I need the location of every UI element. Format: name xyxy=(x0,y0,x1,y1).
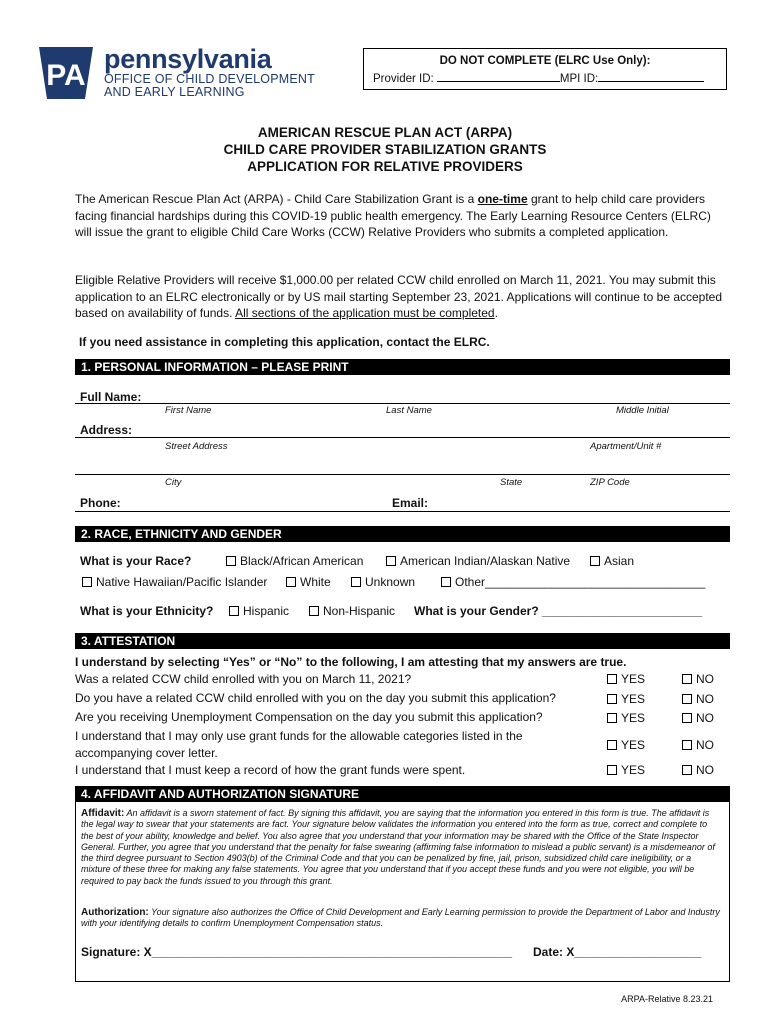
provider-id-field[interactable] xyxy=(437,71,560,82)
city-caption: City xyxy=(165,477,182,488)
logo-subtitle-line1: OFFICE OF CHILD DEVELOPMENT xyxy=(104,72,315,86)
phone-label: Phone: xyxy=(80,496,121,510)
race-option-unknown[interactable] xyxy=(351,575,415,589)
yes-label: YES xyxy=(621,711,646,725)
first-name-caption: First Name xyxy=(165,405,212,416)
ethnicity-option-non-hispanic[interactable] xyxy=(309,604,395,618)
q5-yes-option[interactable] xyxy=(607,763,645,777)
checkbox[interactable] xyxy=(590,556,600,566)
q3-no-option[interactable] xyxy=(682,711,714,725)
q5-no-option[interactable] xyxy=(682,763,714,777)
attestation-intro: I understand by selecting “Yes” or “No” to the following, I am attesting that my answers are true. xyxy=(75,655,627,669)
checkbox[interactable] xyxy=(82,577,92,587)
email-label: Email: xyxy=(392,496,429,510)
yes-label: YES xyxy=(621,692,646,706)
checkbox[interactable] xyxy=(286,577,296,587)
logo-mark-text: PA xyxy=(46,59,86,92)
zip-caption: ZIP Code xyxy=(590,477,630,488)
section1-heading: 1. PERSONAL INFORMATION – PLEASE PRINT xyxy=(75,359,730,375)
race-other-field[interactable]: _________________________________ xyxy=(485,575,706,589)
yes-label: YES xyxy=(621,738,646,752)
full-name-label: Full Name: xyxy=(80,390,142,404)
checkbox[interactable] xyxy=(682,694,692,704)
logo-subtitle xyxy=(104,73,315,99)
race-option-label: White xyxy=(300,575,331,589)
section2-heading: 2. RACE, ETHNICITY AND GENDER xyxy=(75,526,730,542)
intro-p2-text: Eligible Relative Providers will receive $1,000.00 per related CCW child enrolled on March 11, 2021. You may submit this application to an ELRC electronically or by US mail starting September 23, 2021. Applications will continue to be accepted based on availability of funds. xyxy=(75,273,723,320)
pennsylvania-keystone-logo-icon xyxy=(35,45,97,101)
race-option-label: American Indian/Alaskan Native xyxy=(400,554,571,568)
section4-heading: 4. AFFIDAVIT AND AUTHORIZATION SIGNATURE xyxy=(75,786,730,802)
checkbox[interactable] xyxy=(309,606,319,616)
authorization-body: Your signature also authorizes the Office of Child Development and Early Learning permission to provide the Department of Labor and Industry with your identifying details to confirm Unemployment Compensation status. xyxy=(81,907,720,929)
checkbox[interactable] xyxy=(607,740,617,750)
attestation-q5: I understand that I must keep a record of how the grant funds were spent. xyxy=(75,763,466,777)
q4-yes-option[interactable] xyxy=(607,738,645,752)
affidavit-body: An affidavit is a sworn statement of fact. By signing this affidavit, you are saying that the information you entered in this form is true. The affidavit is the legal way to swear that your statements are fact. Your signature below validates the information you entered into the form as true, correct and complete to the best of your ability, knowledge and belief. You also agree that you understand that your information may be shared with the Office of the State Inspector General. Further, you agree that you understand that the penalty for false swearing (affirming false information to mislead a public servant) is a misdemeanor of the third degree pursuant to Section 4903(b) of the Criminal Code and that you can be penalized by fine, jail, prison, subsidized child care ineligibility, or a mixture of these three for making any false statements. You agree that you understand that if you accept these funds and you were not eligible, you will be required to pay back the funds issued to you through this grant. xyxy=(81,808,715,886)
phone-email-line[interactable] xyxy=(75,511,730,512)
no-label: NO xyxy=(696,763,714,777)
section3-heading: 3. ATTESTATION xyxy=(75,633,730,649)
race-option-label: Unknown xyxy=(365,575,416,589)
attestation-q2: Do you have a related CCW child enrolled with you on the day you submit this application? xyxy=(75,691,556,705)
race-option-label: Black/African American xyxy=(240,554,364,568)
checkbox[interactable] xyxy=(607,713,617,723)
attestation-q3: Are you receiving Unemployment Compensation on the day you submit this application? xyxy=(75,710,543,724)
office-use-title: DO NOT COMPLETE (ELRC Use Only): xyxy=(439,55,651,67)
checkbox[interactable] xyxy=(682,740,692,750)
no-label: NO xyxy=(696,692,714,706)
race-option-other[interactable] xyxy=(441,575,705,589)
date-field[interactable]: Date: X___________________ xyxy=(533,945,702,959)
no-label: NO xyxy=(696,711,714,725)
intro-paragraph-2 xyxy=(75,272,725,322)
intro-p1-text-cont: grant to help child care providers facing financial hardships during this COVID-19 public health emergency. The Early Learning Resource Centers (ELRC) will issue the grant to eligible Child Care Works (CCW) Relative Providers who submits a completed application. xyxy=(75,192,711,239)
attestation-q1: Was a related CCW child enrolled with you on March 11, 2021? xyxy=(75,672,412,686)
q4-no-option[interactable] xyxy=(682,738,714,752)
title-line2: CHILD CARE PROVIDER STABILIZATION GRANTS xyxy=(223,142,547,157)
race-option-label: Other xyxy=(455,575,486,589)
race-option-american-indian[interactable] xyxy=(386,554,570,568)
checkbox[interactable] xyxy=(607,694,617,704)
checkbox[interactable] xyxy=(226,556,236,566)
checkbox[interactable] xyxy=(229,606,239,616)
checkbox[interactable] xyxy=(682,765,692,775)
race-option-white[interactable] xyxy=(286,575,331,589)
intro-p2-end: . xyxy=(494,306,498,320)
checkbox[interactable] xyxy=(441,577,451,587)
city-state-zip-line[interactable] xyxy=(75,474,730,475)
assistance-note: If you need assistance in completing this application, contact the ELRC. xyxy=(79,335,490,349)
street-address-line[interactable] xyxy=(75,437,730,438)
checkbox[interactable] xyxy=(682,713,692,723)
mpi-id-label: MPI ID: xyxy=(559,73,599,85)
office-use-box xyxy=(363,48,727,90)
yes-label: YES xyxy=(621,763,646,777)
ethnicity-option-label: Non-Hispanic xyxy=(323,604,396,618)
race-option-label: Asian xyxy=(604,554,635,568)
race-option-native-hawaiian[interactable] xyxy=(82,575,267,589)
no-label: NO xyxy=(696,738,714,752)
checkbox[interactable] xyxy=(607,765,617,775)
race-option-asian[interactable] xyxy=(590,554,634,568)
mpi-id-field[interactable] xyxy=(598,71,704,82)
yes-label: YES xyxy=(621,672,646,686)
title-line3: APPLICATION FOR RELATIVE PROVIDERS xyxy=(247,159,523,174)
logo-subtitle-line2: AND EARLY LEARNING xyxy=(104,85,245,99)
ethnicity-option-label: Hispanic xyxy=(243,604,290,618)
apartment-caption: Apartment/Unit # xyxy=(590,441,662,452)
q3-yes-option[interactable] xyxy=(607,711,645,725)
q2-no-option[interactable] xyxy=(682,692,714,706)
state-caption: State xyxy=(500,477,523,488)
middle-initial-caption: Middle Initial xyxy=(616,405,669,416)
ethnicity-question: What is your Ethnicity? xyxy=(80,604,214,618)
intro-p1-text: The American Rescue Plan Act (ARPA) - Child Care Stabilization Grant is a xyxy=(75,192,478,206)
attestation-q4-line1: I understand that I may only use grant funds for the allowable categories listed in the xyxy=(75,729,523,743)
address-label: Address: xyxy=(80,423,133,437)
authorization-text xyxy=(81,907,722,930)
form-version-footer: ARPA-Relative 8.23.21 xyxy=(621,994,713,1004)
race-question: What is your Race? xyxy=(80,554,192,568)
checkbox[interactable] xyxy=(351,577,361,587)
intro-p2-underlined: All sections of the application must be completed xyxy=(235,306,495,320)
no-label: NO xyxy=(696,672,714,686)
q2-yes-option[interactable] xyxy=(607,692,645,706)
checkbox[interactable] xyxy=(386,556,396,566)
checkbox[interactable] xyxy=(682,674,692,684)
provider-id-label: Provider ID: xyxy=(373,73,434,85)
gender-question[interactable]: What is your Gender? ________________________ xyxy=(414,604,703,618)
office-use-fields xyxy=(373,71,704,85)
full-name-line[interactable] xyxy=(75,403,730,404)
race-option-label: Native Hawaiian/Pacific Islander xyxy=(96,575,268,589)
authorization-label: Authorization: xyxy=(81,907,149,918)
affidavit-text xyxy=(81,808,722,887)
affidavit-label: Affidavit: xyxy=(81,808,125,819)
checkbox[interactable] xyxy=(607,674,617,684)
street-address-caption: Street Address xyxy=(165,441,228,452)
ethnicity-option-hispanic[interactable] xyxy=(229,604,289,618)
last-name-caption: Last Name xyxy=(386,405,432,416)
document-title xyxy=(0,124,770,175)
title-line1: AMERICAN RESCUE PLAN ACT (ARPA) xyxy=(257,125,513,140)
q1-yes-option[interactable] xyxy=(607,672,645,686)
logo-title: pennsylvania xyxy=(104,44,272,74)
intro-p1-emphasis: one-time xyxy=(477,192,528,206)
intro-paragraph-1 xyxy=(75,191,725,241)
signature-field[interactable]: Signature: X______________________________________________________ xyxy=(81,945,513,959)
race-option-black[interactable] xyxy=(226,554,363,568)
q1-no-option[interactable] xyxy=(682,672,714,686)
attestation-q4-line2: accompanying cover letter. xyxy=(75,746,218,760)
